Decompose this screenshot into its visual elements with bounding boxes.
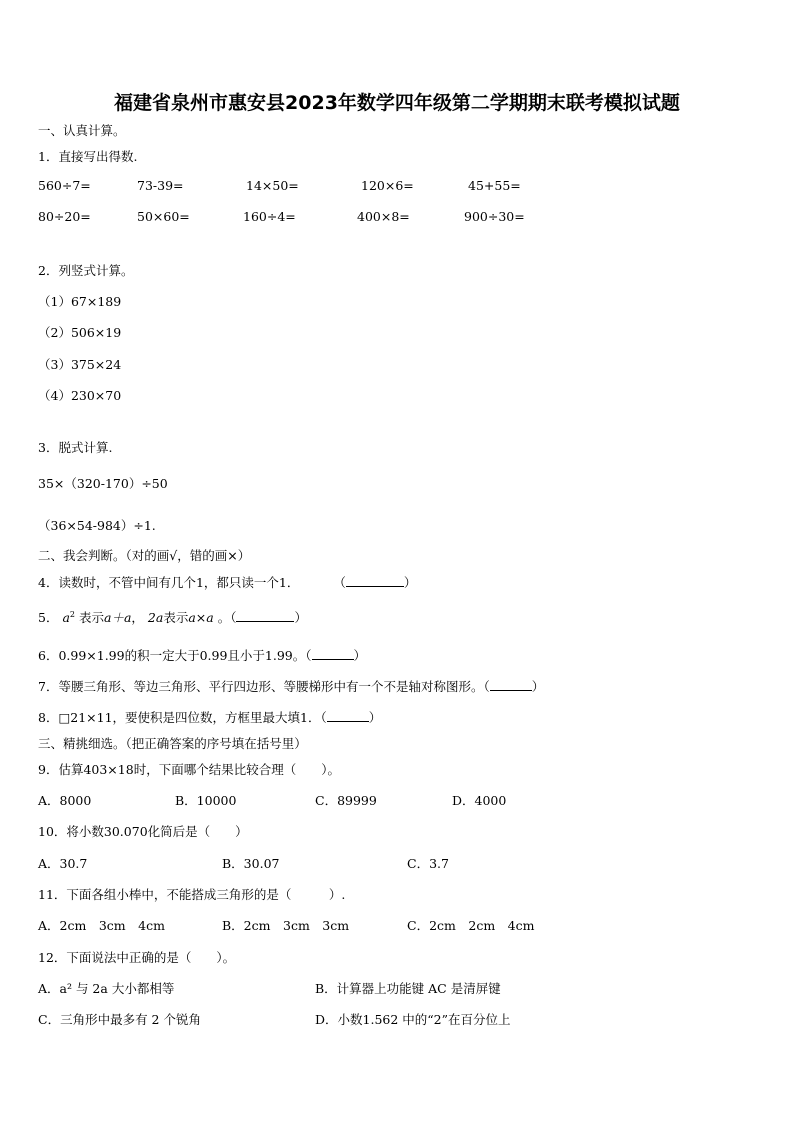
question-9: 9．估算403×18时，下面哪个结果比较合理（ ）。: [38, 762, 340, 777]
question-5: 5． $a^2$ 表示a＋a， 2a表示a×a 。（ ）: [38, 609, 307, 625]
question-3-label: 3．脱式计算.: [38, 440, 113, 455]
stepwise-calc-1: 35×（320-170）÷50: [38, 476, 168, 491]
q10-option-c[interactable]: C．3.7: [407, 856, 449, 871]
question-11: 11．下面各组小棒中，不能搭成三角形的是（ ）.: [38, 887, 346, 902]
section-2-heading: 二、我会判断。（对的画√，错的画×）: [38, 548, 251, 563]
q12-option-c[interactable]: C．三角形中最多有 2 个锐角: [38, 1012, 201, 1027]
answer-blank[interactable]: [327, 710, 369, 722]
calc-2-3: 160÷4=: [243, 209, 296, 224]
calc-2-5: 900÷30=: [464, 209, 525, 224]
vertical-calc-3: （3）375×24: [38, 357, 122, 372]
calc-2-1: 80÷20=: [38, 209, 91, 224]
calc-1-2: 73-39=: [137, 178, 184, 193]
answer-blank[interactable]: [490, 679, 532, 691]
q11-option-b[interactable]: B．2cm 3cm 3cm: [222, 918, 350, 933]
answer-blank[interactable]: [346, 575, 404, 587]
calc-1-1: 560÷7=: [38, 178, 91, 193]
question-4: 4．读数时，不管中间有几个1，都只读一个1． （ ）: [38, 575, 417, 590]
q9-option-c[interactable]: C．89999: [315, 793, 377, 808]
question-10: 10．将小数30.070化简后是（ ）: [38, 824, 248, 839]
question-4-text: 4．读数时，不管中间有几个1，都只读一个1．: [38, 575, 300, 590]
q11-option-a[interactable]: A．2cm 3cm 4cm: [38, 918, 165, 933]
q11-option-c[interactable]: C．2cm 2cm 4cm: [407, 918, 535, 933]
vertical-calc-4: （4）230×70: [38, 388, 122, 403]
question-7: 7．等腰三角形、等边三角形、平行四边形、等腰梯形中有一个不是轴对称图形。（ ）: [38, 679, 545, 694]
answer-blank[interactable]: [236, 610, 294, 622]
q10-option-a[interactable]: A．30.7: [38, 856, 88, 871]
q9-option-d[interactable]: D．4000: [452, 793, 507, 808]
vertical-calc-1: （1）67×189: [38, 294, 122, 309]
calc-1-4: 120×6=: [361, 178, 414, 193]
question-1-label: 1．直接写出得数.: [38, 149, 138, 164]
calc-2-4: 400×8=: [357, 209, 410, 224]
q9-option-a[interactable]: A．8000: [38, 793, 92, 808]
calc-1-3: 14×50=: [246, 178, 299, 193]
section-3-heading: 三、精挑细选。（把正确答案的序号填在括号里）: [38, 736, 307, 751]
answer-blank[interactable]: [312, 648, 354, 660]
vertical-calc-2: （2）506×19: [38, 325, 122, 340]
stepwise-calc-2: （36×54-984）÷1.: [38, 518, 156, 533]
page-title: 福建省泉州市惠安县2023年数学四年级第二学期期末联考模拟试题: [114, 92, 680, 114]
q12-option-a[interactable]: A．a² 与 2a 大小都相等: [38, 981, 175, 996]
q12-option-b[interactable]: B．计算器上功能键 AC 是清屏键: [315, 981, 501, 996]
q10-option-b[interactable]: B．30.07: [222, 856, 280, 871]
calc-2-2: 50×60=: [137, 209, 190, 224]
question-2-label: 2．列竖式计算。: [38, 263, 134, 278]
question-12: 12．下面说法中正确的是（ ）。: [38, 950, 236, 965]
calc-1-5: 45+55=: [468, 178, 521, 193]
q9-option-b[interactable]: B．10000: [175, 793, 237, 808]
question-6: 6．0.99×1.99的积一定大于0.99且小于1.99。（ ）: [38, 648, 367, 663]
q12-option-d[interactable]: D．小数1.562 中的“2”在百分位上: [315, 1012, 511, 1027]
question-8: 8．□21×11，要使积是四位数，方框里最大填1．（ ）: [38, 710, 382, 725]
section-1-heading: 一、认真计算。: [38, 123, 126, 138]
